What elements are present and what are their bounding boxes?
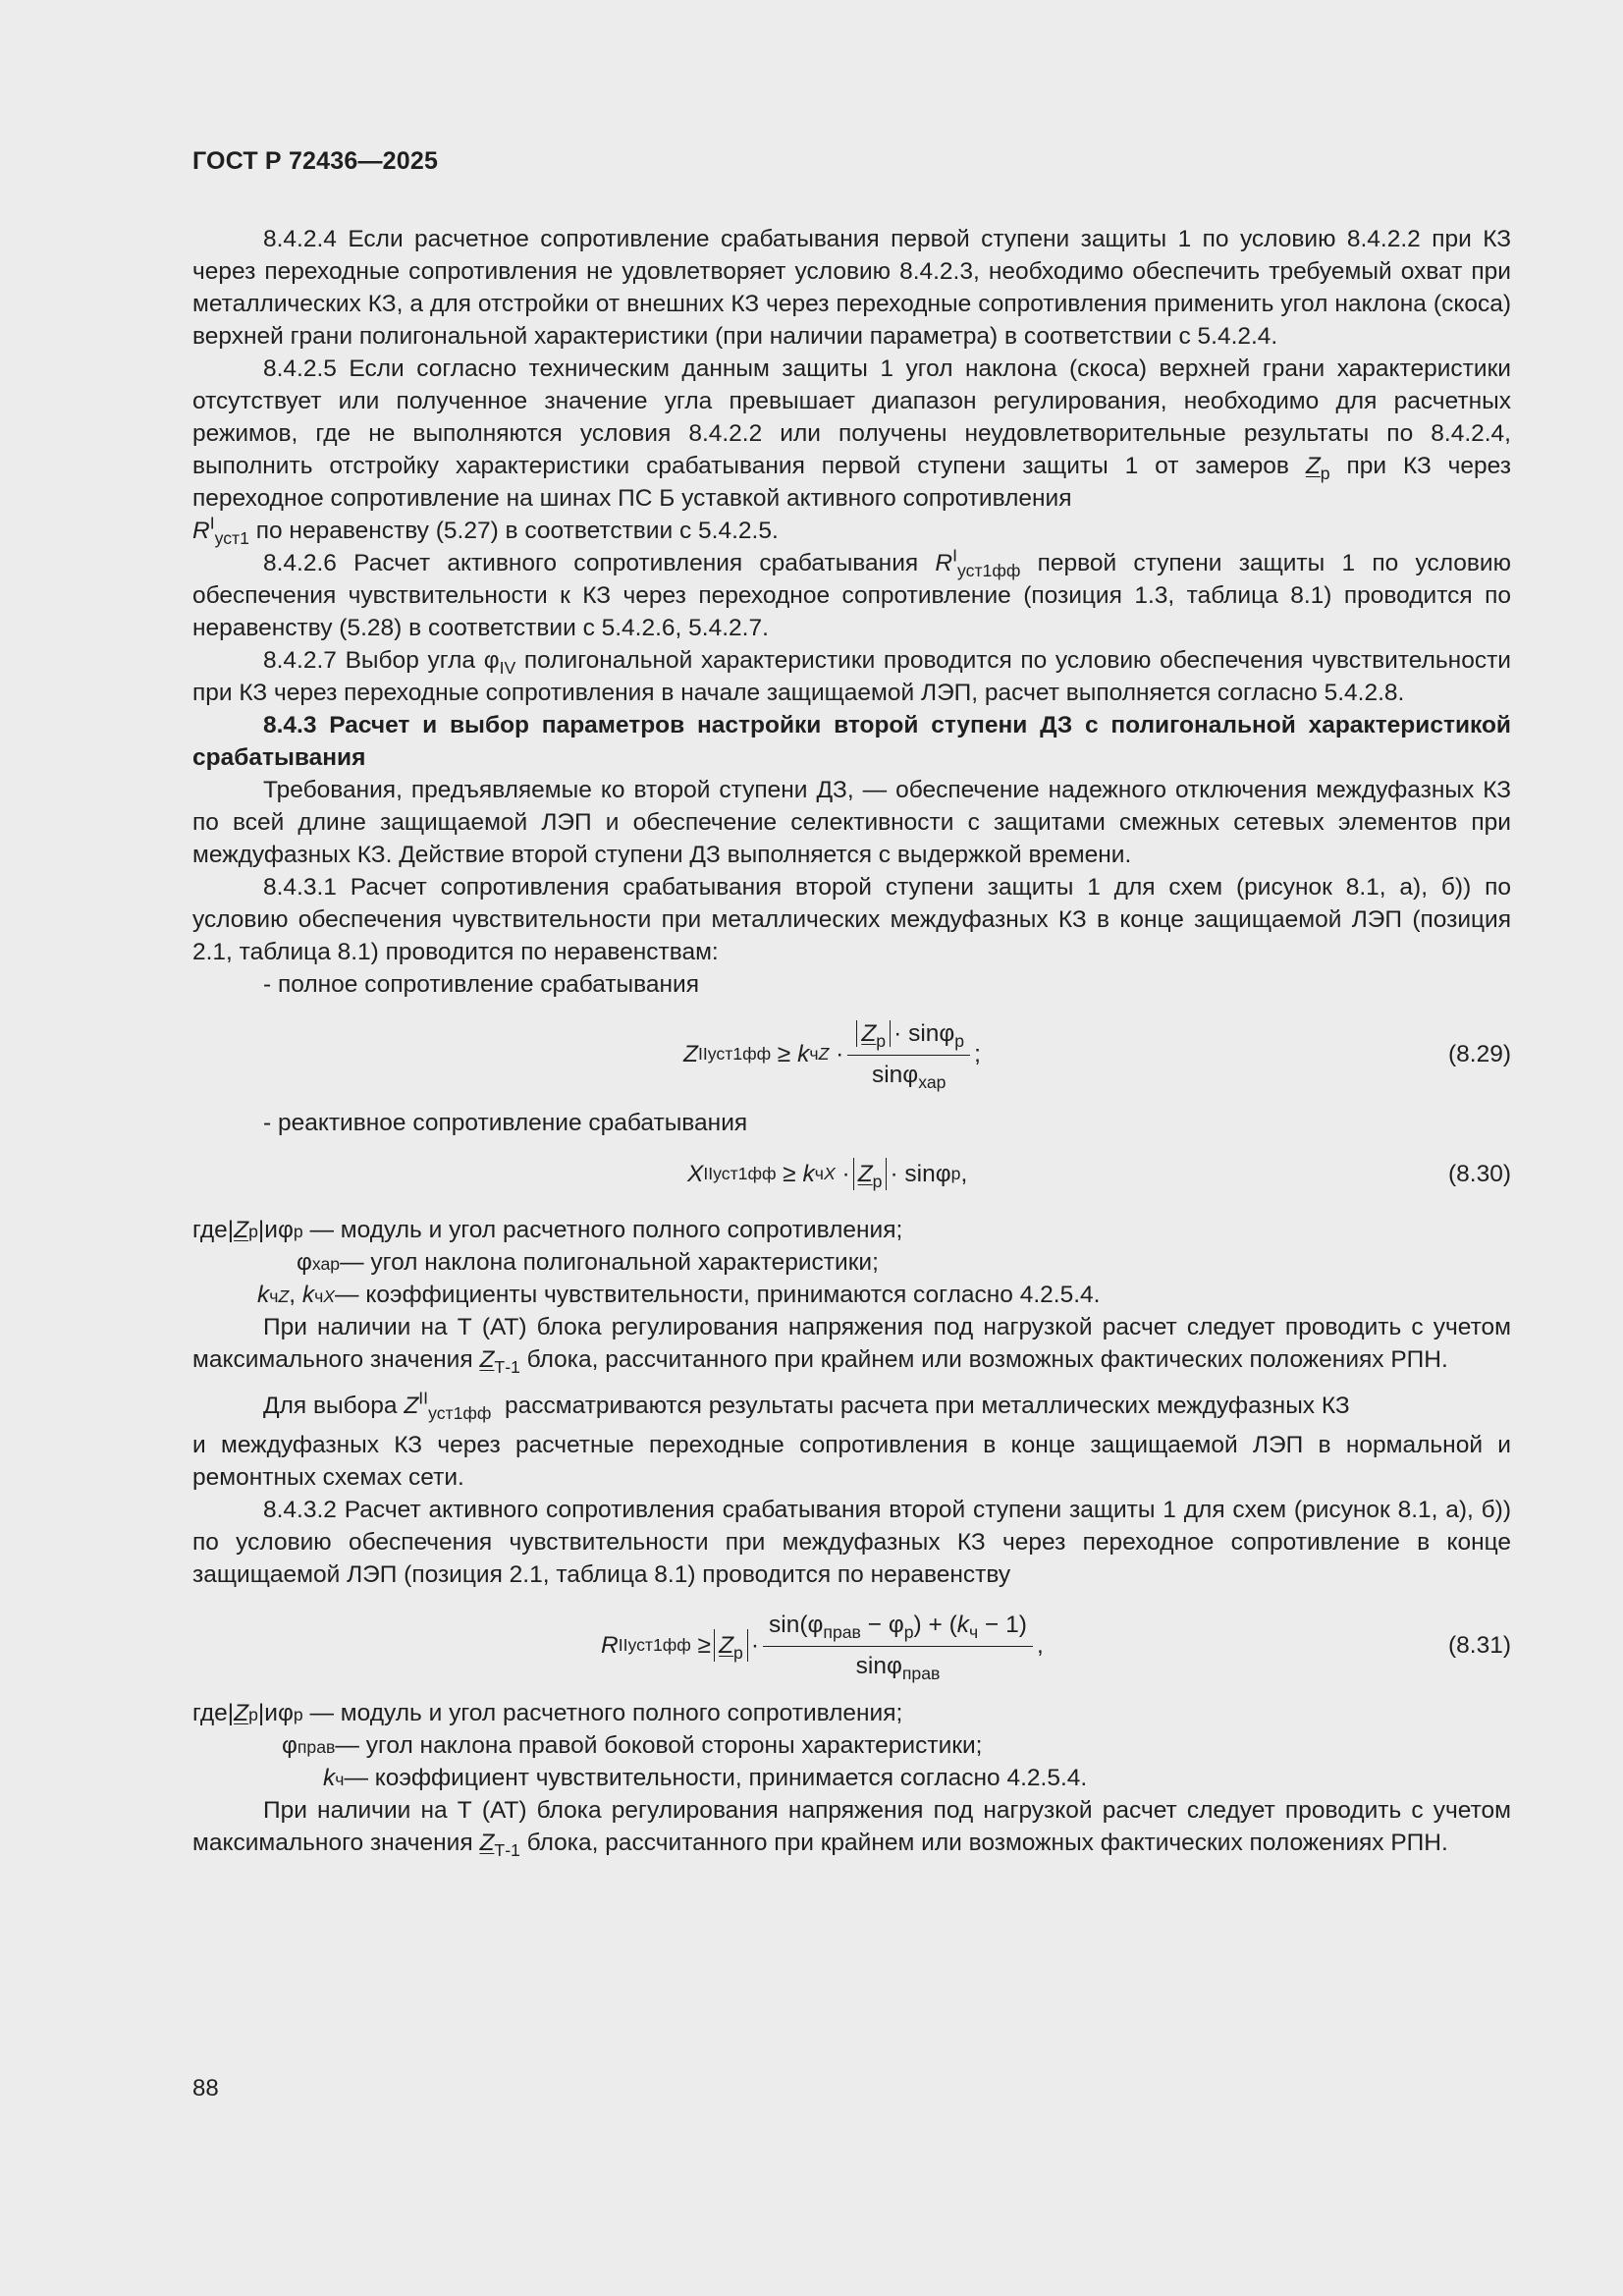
definitions-8-31: [192, 1697, 1511, 1794]
formula-8-29-expression: Z II уст1фф ≥ k чZ · $\frac{Z_р \cdot \sin\varphi_р}{\sin\varphi_{хар}}$ ;: [683, 1007, 981, 1101]
section-heading-8-4-3: 8.4.3 Расчет и выбор параметров настройки второй ступени ДЗ с полигональной характеристикой срабатывания: [192, 712, 1511, 771]
formula-8-31-expression: R II уст1фф ≥ $Z_р$ · $\frac{\sin(\varphi_{прав} - \varphi_р) + (k_ч - 1)}{\sin\varphi_{прав}}$ ,: [601, 1599, 1044, 1691]
paragraph-rpn-2: При наличии на Т (АТ) блока регулирования напряжения под нагрузкой расчет следует проводить с учетом максимального значения $Z_{Т-1}$ блока, рассчитанного при крайнем или возможных фактических положениях РПН.: [192, 1797, 1511, 1861]
document-header: ГОСТ Р 72436—2025: [192, 147, 439, 175]
equation-number-8-30: (8.30): [1447, 1160, 1511, 1187]
paragraph-selection-continued: и междуфазных КЗ через расчетные переходные сопротивления в конце защищаемой ЛЭП в нормальной и ремонтных схемах сети.: [192, 1432, 1511, 1491]
bullet-reactive-resistance: - реактивное сопротивление срабатывания: [263, 1110, 748, 1136]
definition-zp-phip: где | Z р | и φ р — модуль и угол расчетного полного сопротивления;: [192, 1217, 903, 1243]
paragraph-8-4-2-6: 8.4.2.6 Расчет активного сопротивления срабатывания $R^I_{уст1фф}$ первой ступени защиты 1 по условию обеспечения чувствительности к КЗ через переходное сопротивление (позиция 1.3, таблица 8.1) проводится по неравенству (5.28) в соответствии с 5.4.2.6, 5.4.2.7.: [192, 545, 1511, 641]
equation-number-8-29: (8.29): [1447, 1040, 1511, 1067]
definition-kz-kx: k чZ , k чX — коэффициенты чувствительности, принимаются согласно 4.2.5.4.: [257, 1282, 1101, 1308]
definitions-8-29: [192, 1214, 1511, 1311]
paragraph-rpn-1: При наличии на Т (АТ) блока регулирования напряжения под нагрузкой расчет следует проводить с учетом максимального значения $Z_{Т-1}$ блока, рассчитанного при крайнем или возможных фактических положениях РПН.: [192, 1314, 1511, 1378]
formula-8-29: [192, 1007, 1511, 1101]
definition-phi-har: φ хар — угол наклона полигональной характеристики;: [297, 1249, 879, 1276]
paragraph-8-4-3-2: 8.4.3.2 Расчет активного сопротивления срабатывания второй ступени защиты 1 для схем (рисунок 8.1, а), б)) по условию обеспечения чувствительности при междуфазных КЗ через переходное сопротивление в конце защищаемой ЛЭП (позиция 2.1, таблица 8.1) проводится по неравенству: [192, 1497, 1511, 1588]
definition-zp-phip-2: где | Z р | и φ р — модуль и угол расчетного полного сопротивления;: [192, 1700, 903, 1726]
bullet-full-resistance: - полное сопротивление срабатывания: [263, 971, 700, 998]
formula-8-30-expression: X II уст1фф ≥ k чX · $Z_р$ · sinφ р ,: [687, 1143, 967, 1204]
definition-kch: k ч — коэффициент чувствительности, принимается согласно 4.2.5.4.: [323, 1765, 1088, 1791]
paragraph-8-4-2-4: 8.4.2.4 Если расчетное сопротивление срабатывания первой ступени защиты 1 по условию 8.4.2.2 при КЗ через переходные сопротивления не удовлетворяет условию 8.4.2.3, необходимо обеспечить требуемый охват при металлических КЗ, а для отстройки от внешних КЗ через переходные сопротивления применить угол наклона (скоса) верхней грани полигональной характеристики (при наличии параметра) в соответствии с 5.4.2.4.: [192, 226, 1511, 350]
formula-8-31: [192, 1599, 1511, 1691]
page-number: 88: [192, 2075, 219, 2102]
equation-number-8-31: (8.31): [1447, 1631, 1511, 1659]
paragraph-selection: Для выбора $Z^{II}_{уст1фф}$ рассматриваются результаты расчета при металлических междуфазных КЗ: [263, 1388, 1350, 1424]
paragraph-8-4-2-7: 8.4.2.7 Выбор угла $\varphi_{IV}$ полигональной характеристики проводится по условию обеспечения чувствительности при КЗ через переходные сопротивления в начале защищаемой ЛЭП, расчет выполняется согласно 5.4.2.8.: [192, 647, 1511, 706]
definition-phi-prav: φ прав — угол наклона правой боковой стороны характеристики;: [282, 1732, 983, 1759]
paragraph-requirements: Требования, предъявляемые ко второй ступени ДЗ, — обеспечение надежного отключения междуфазных КЗ по всей длине защищаемой ЛЭП и обеспечение селективности с защитами смежных сетевых элементов при междуфазных КЗ. Действие второй ступени ДЗ выполняется с выдержкой времени.: [192, 777, 1511, 868]
formula-8-30: [192, 1143, 1511, 1204]
document-body: [192, 223, 1511, 1859]
paragraph-8-4-3-1: 8.4.3.1 Расчет сопротивления срабатывания второй ступени защиты 1 для схем (рисунок 8.1, а), б)) по условию обеспечения чувствительности при металлических междуфазных КЗ в конце защищаемой ЛЭП (позиция 2.1, таблица 8.1) проводится по неравенствам:: [192, 874, 1511, 965]
paragraph-8-4-2-5: 8.4.2.5 Если согласно техническим данным защиты 1 угол наклона (скоса) верхней грани характеристики отсутствует или полученное значение угла превышает диапазон регулирования, необходимо для расчетных режимов, где не выполняются условия 8.4.2.2 или получены неудовлетворительные результаты по 8.4.2.4, выполнить отстройку характеристики срабатывания первой ступени защиты 1 от замеров $Z_р$ при КЗ через переходное сопротивление на шинах ПС Б уставкой активного сопротивления $R^I_{уст1}$ по неравенству (5.27) в соответствии с 5.4.2.5.: [192, 355, 1511, 549]
